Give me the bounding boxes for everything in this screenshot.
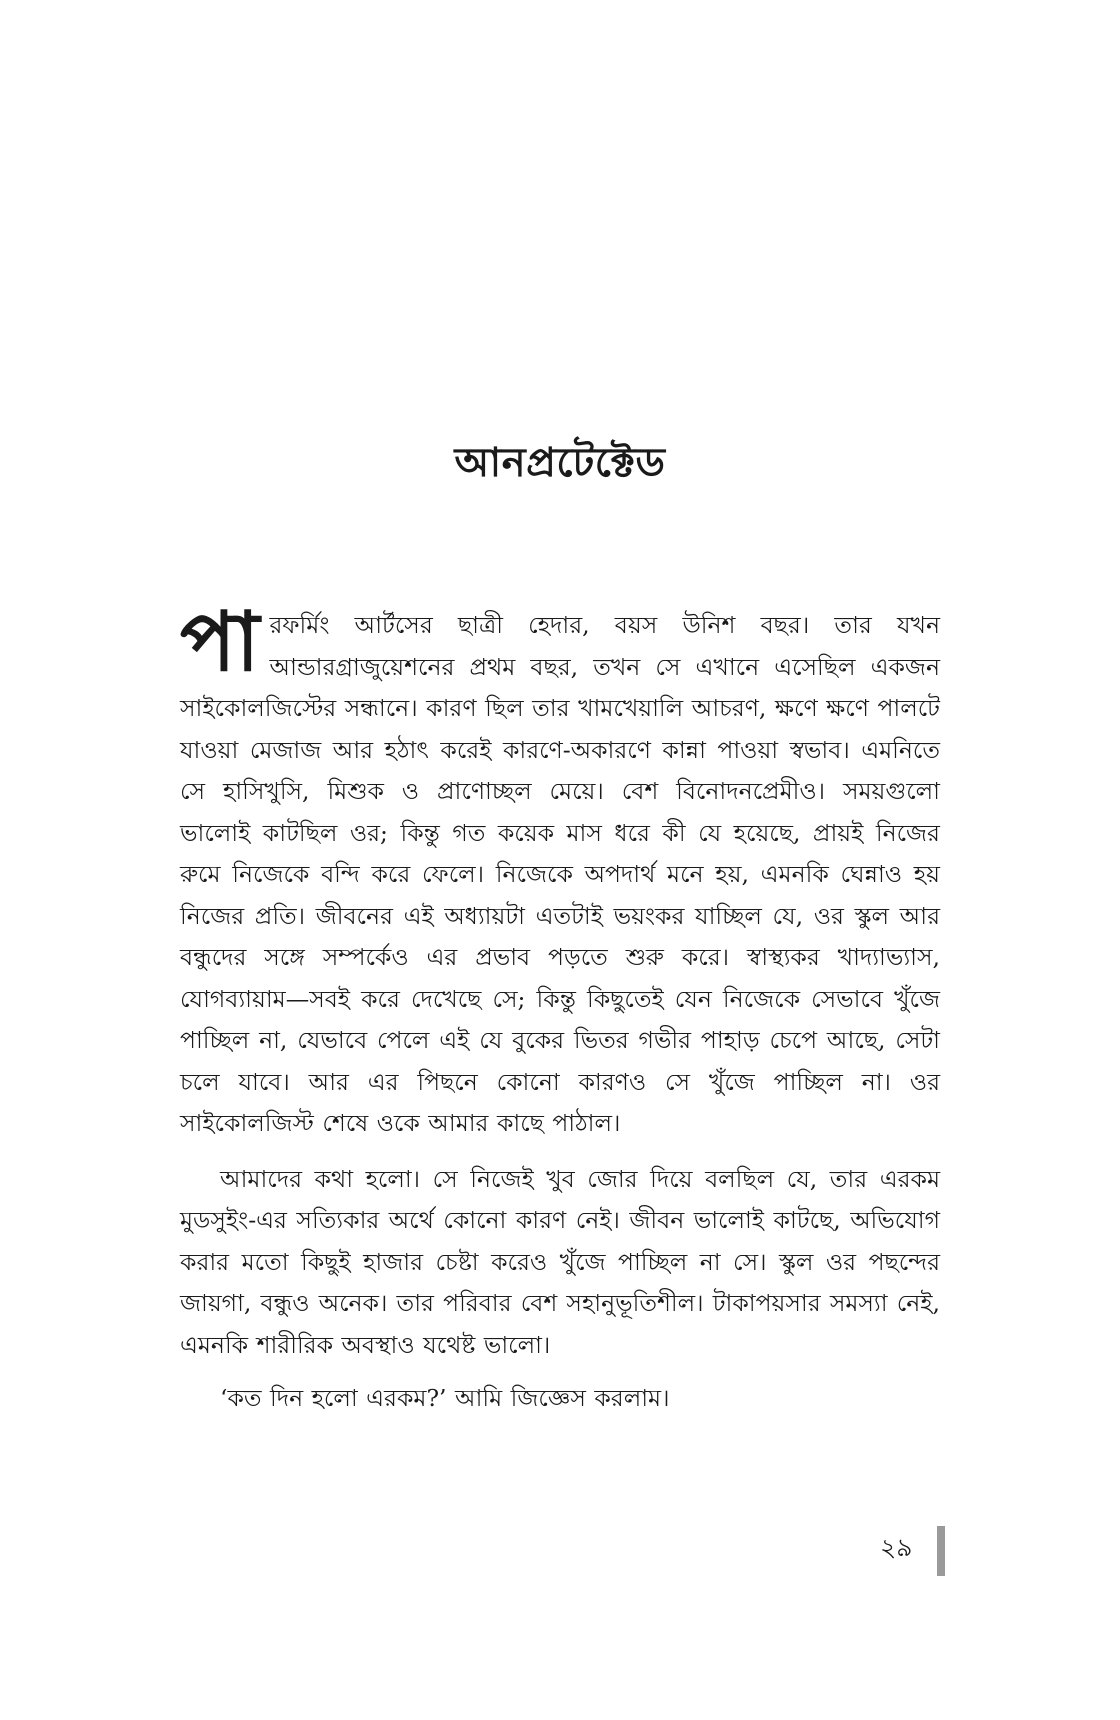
paragraph-3: ‘কত দিন হলো এরকম?’ আমি জিজ্ঞেস করলাম। [220,1384,670,1412]
paragraph-1 [180,595,940,1145]
paragraph-2: আমাদের কথা হলো। সে নিজেই খুব জোর দিয়ে বলছিল যে, তার এরকম মুডসুইং-এর সত্যিকার অর্থে কোনো কারণ নেই। জীবন ভালোই কাটছে, অভিযোগ করার মতো কিছুই হাজার চেষ্টা করেও খুঁজে পাচ্ছিল না সে। স্কুল ওর পছন্দের জায়গা, বন্ধুও অনেক। তার পরিবার বেশ সহানুভূতিশীল। টাকাপয়সার সমস্যা নেই, এমনকি শারীরিক অবস্থাও যথেষ্ট ভালো। [180,1164,940,1359]
drop-cap: পা [180,595,260,690]
paragraph-1-text: রফর্মিং আর্টসের ছাত্রী হেদার, বয়স উনিশ বছর। তার যখন আন্ডারগ্রাজুয়েশনের প্রথম বছর, তখন সে এখানে এসেছিল একজন সাইকোলজিস্টের সন্ধানে। কারণ ছিল তার খামখেয়ালি আচরণ, ক্ষণে ক্ষণে পালটে যাওয়া মেজাজ আর হঠাৎ করেই কারণে-অকারণে কান্না পাওয়া স্বভাব। এমনিতে সে হাসিখুসি, মিশুক ও প্রাণোচ্ছল মেয়ে। বেশ বিনোদনপ্রেমীও। সময়গুলো ভালোই কাটছিল ওর; কিন্তু গত কয়েক মাস ধরে কী যে হয়েছে, প্রায়ই নিজের রুমে নিজেকে বন্দি করে ফেলে। নিজেকে অপদার্থ মনে হয়, এমনকি ঘেন্নাও হয় নিজের প্রতি। জীবনের এই অধ্যায়টা এতটাই ভয়ংকর যাচ্ছিল যে, ওর স্কুল আর বন্ধুদের সঙ্গে সম্পর্কেও এর প্রভাব পড়তে শুরু করে। স্বাস্থ্যকর খাদ্যাভ্যাস, যোগব্যায়াম—সবই করে দেখেছে সে; কিন্তু কিছুতেই যেন নিজেকে সেভাবে খুঁজে পাচ্ছিল না, যেভাবে পেলে এই যে বুকের ভিতর গভীর পাহাড় চেপে আছে, সেটা চলে যাবে। আর এর পিছনে কোনো কারণও সে খুঁজে পাচ্ছিল না। ওর সাইকোলজিস্ট শেষে ওকে আমার কাছে পাঠাল। [180,611,940,1137]
chapter-title: আনপ্রটেক্টেড [454,440,666,486]
chapter-body [180,595,940,1432]
page-number: ২৯ [880,1533,913,1562]
page-number-bar [937,1526,945,1576]
